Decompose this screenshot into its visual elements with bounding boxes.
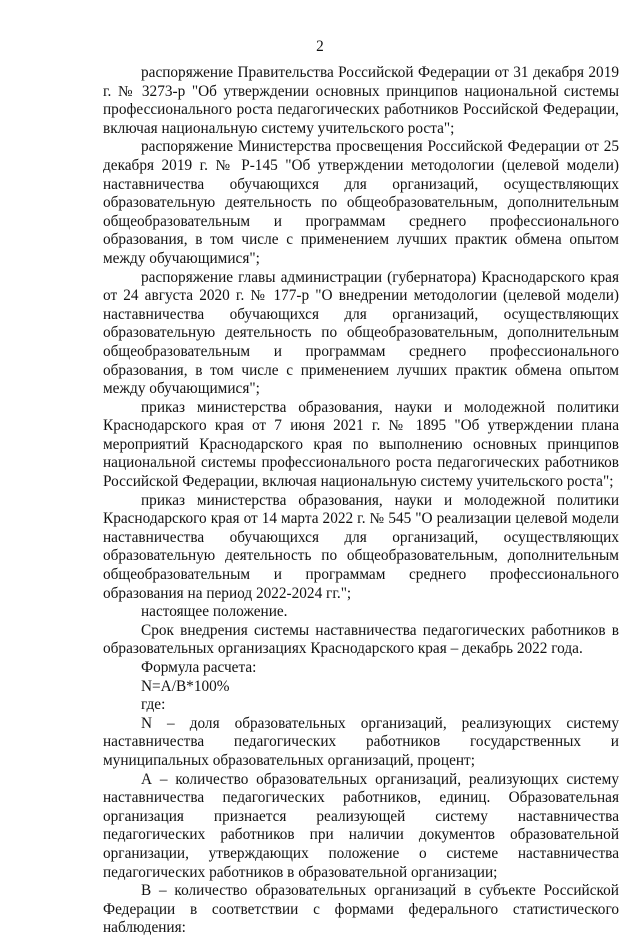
definition-a: А – количество образовательных организаций, реализующих систему наставничества педагогических работников, единиц. Образовательная организация признается реализующей систему наставничества педагогических работников при наличии документов образовательной организации, утверждающих положение о системе наставничества педагогических работников в образовательной организации; bbox=[103, 770, 619, 881]
paragraph-governor-order: распоряжение главы администрации (губернатора) Краснодарского края от 24 августа 2020 г. № 177-р "О внедрении методологии (целевой модели) наставничества обучающихся для организаций, осуществляющих образовательную деятельность по общеобразовательным, дополнительным общеобразовательным и программам среднего профессионального образования, в том числе с применением лучших практик обмена опытом между обучающимися"; bbox=[103, 268, 619, 398]
formula-where: где: bbox=[141, 696, 166, 714]
formula-heading: Формула расчета: bbox=[141, 659, 257, 676]
document-body bbox=[103, 64, 619, 938]
page-number: 2 bbox=[316, 38, 324, 55]
definition-n: N – доля образовательных организаций, реализующих систему наставничества педагогических работников государственных и муниципальных образовательных организаций, процент; bbox=[103, 714, 619, 769]
formula: N=A/B*100% bbox=[141, 677, 230, 695]
paragraph-regional-order-2021: приказ министерства образования, науки и молодежной политики Краснодарского края от 7 июня 2021 г. № 1895 "Об утверждении плана мероприятий Краснодарского края по выполнению основных принципов национальной системы профессионального роста педагогических работников Российской Федерации, включая национальную систему учительского роста"; bbox=[103, 398, 619, 491]
paragraph-implementation-deadline: Срок внедрения системы наставничества педагогических работников в образовательных организациях Краснодарского края – декабрь 2022 года. bbox=[103, 621, 619, 658]
paragraph-government-order: распоряжение Правительства Российской Федерации от 31 декабря 2019 г. № 3273-р "Об утверждении основных принципов национальной системы профессионального роста педагогических работников Российской Федерации, включая национальную систему учительского роста"; bbox=[103, 64, 619, 137]
paragraph-regional-order-2022: приказ министерства образования, науки и молодежной политики Краснодарского края от 14 марта 2022 г. № 545 "О реализации целевой модели наставничества обучающихся для организаций, осуществляющих образовательную деятельность по общеобразовательным, дополнительным общеобразовательным и программам среднего профессионального образования на период 2022-2024 гг."; bbox=[103, 491, 619, 602]
definition-b: В – количество образовательных организаций в субъекте Российской Федерации в соответствии с формами федерального статистического наблюдения: bbox=[103, 882, 619, 937]
paragraph-ministry-order: распоряжение Министерства просвещения Российской Федерации от 25 декабря 2019 г. № Р-145 "Об утверждении методологии (целевой модели) наставничества обучающихся для организаций, осуществляющих образовательную деятельность по общеобразовательным, дополнительным общеобразовательным и программам среднего профессионального образования, в том числе с применением лучших практик обмена опытом между обучающимися"; bbox=[103, 138, 619, 267]
paragraph-this-regulation: настоящее положение. bbox=[141, 603, 288, 621]
